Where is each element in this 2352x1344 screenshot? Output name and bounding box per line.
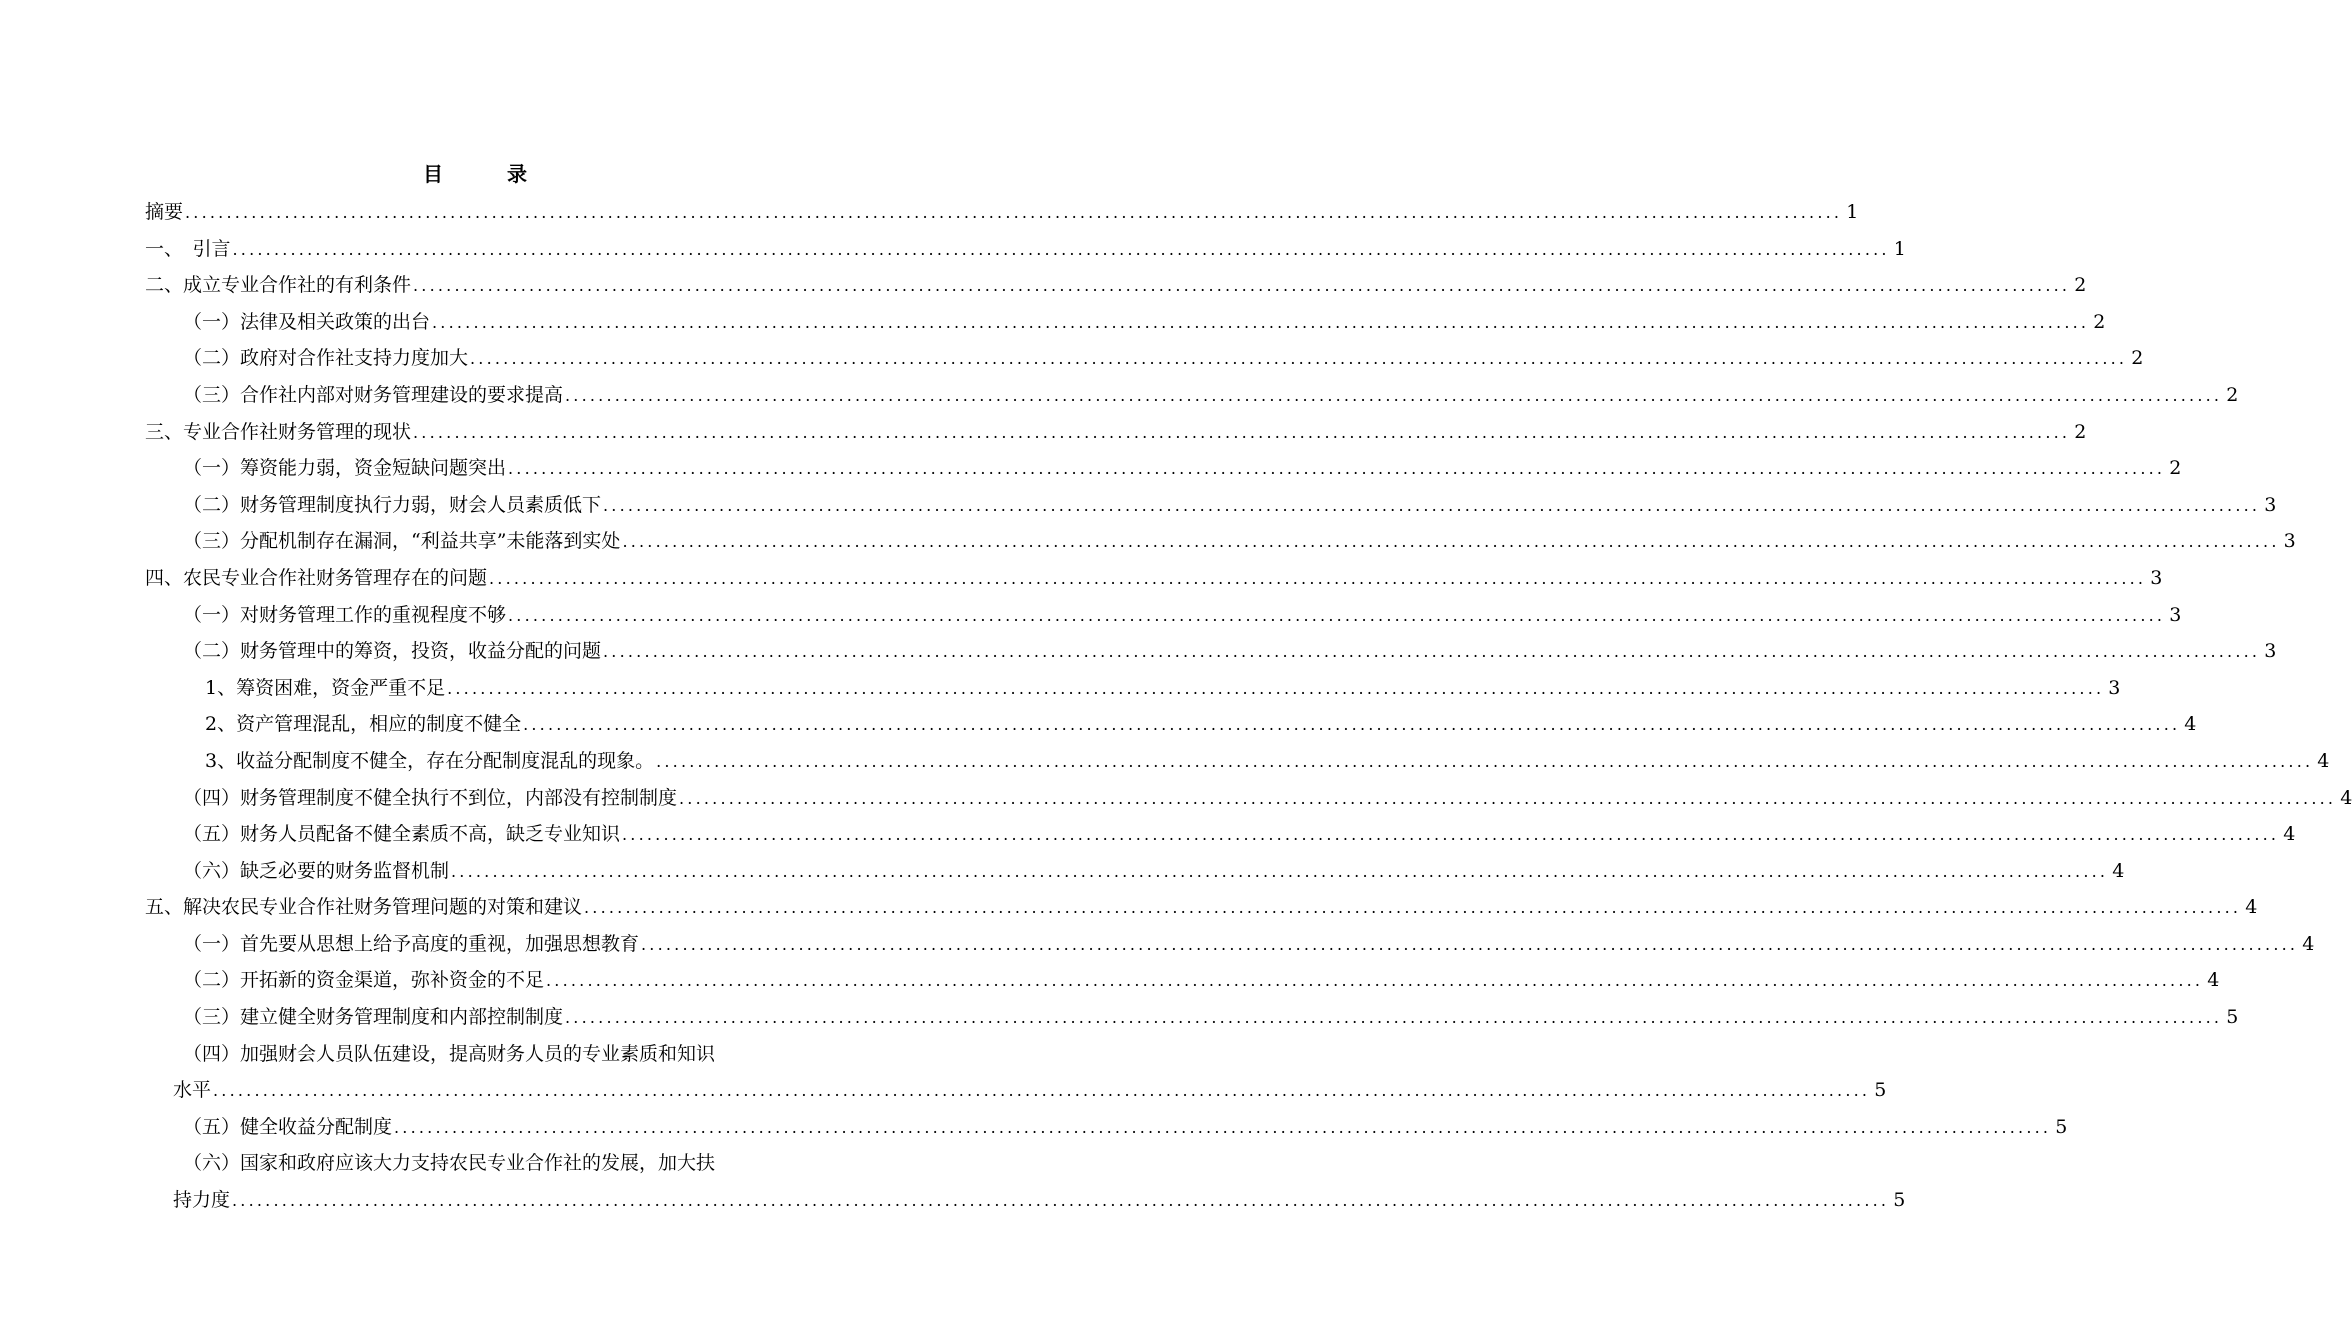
toc-entry[interactable] bbox=[145, 816, 2296, 853]
dot-leader: ........................................................................................................................................................................................................ bbox=[447, 678, 2105, 698]
toc-entry-label: （一）首先要从思想上给予高度的重视，加强思想教育 bbox=[183, 932, 640, 955]
toc-entry-label: （六）缺乏必要的财务监督机制 bbox=[183, 859, 450, 882]
toc-entries bbox=[145, 194, 2352, 1036]
toc-entry-wrapped-second-line[interactable] bbox=[145, 1182, 1906, 1219]
dot-leader: ........................................................................................................................................................................................................ bbox=[413, 422, 2071, 442]
toc-entry[interactable] bbox=[145, 194, 1859, 231]
toc-entry[interactable] bbox=[145, 414, 2087, 451]
toc-page-number: 2 bbox=[2169, 457, 2182, 480]
dot-leader: ........................................................................................................................................................................................................ bbox=[508, 459, 2166, 479]
toc-page-number: 2 bbox=[2093, 310, 2106, 333]
toc-entry-label: （二）财务管理中的筹资，投资，收益分配的问题 bbox=[183, 640, 602, 663]
toc-entry-label: （五）健全收益分配制度 bbox=[183, 1115, 393, 1138]
toc-page-number: 4 bbox=[2302, 932, 2315, 955]
toc-entry-label: （三）建立健全财务管理制度和内部控制制度 bbox=[183, 1006, 564, 1029]
dot-leader: ........................................................................................................................................................................................................ bbox=[489, 568, 2147, 588]
toc-entry-label: 五、解决农民专业合作社财务管理问题的对策和建议 bbox=[145, 896, 583, 919]
toc-entry-wrapped-first-line[interactable] bbox=[145, 1036, 808, 1073]
toc-page-number: 3 bbox=[2283, 530, 2296, 553]
toc-entry-label: （一）法律及相关政策的出台 bbox=[183, 310, 431, 333]
toc-entry[interactable] bbox=[145, 304, 2106, 341]
toc-page-number: 2 bbox=[2131, 347, 2144, 370]
toc-page-number: 4 bbox=[2317, 749, 2330, 772]
toc-page-number: 3 bbox=[2264, 493, 2277, 516]
dot-leader: ........................................................................................................................................................................................................ bbox=[451, 861, 2109, 881]
toc-page-number: 5 bbox=[1874, 1079, 1887, 1102]
toc-page-number: 4 bbox=[2245, 896, 2258, 919]
toc-entry[interactable] bbox=[145, 560, 2163, 597]
toc-page-number: 4 bbox=[2340, 786, 2352, 809]
toc-entry-label: 一、 引言 bbox=[145, 237, 231, 260]
toc-entry[interactable] bbox=[145, 926, 2315, 963]
dot-leader: ........................................................................................................................................................................................................ bbox=[603, 642, 2261, 662]
toc-entry-label: （一）对财务管理工作的重视程度不够 bbox=[183, 603, 507, 626]
toc-page-number: 2 bbox=[2226, 383, 2239, 406]
toc-entry-label: （五）财务人员配备不健全素质不高，缺乏专业知识 bbox=[183, 823, 621, 846]
dot-leader: ........................................................................................................................................................................................................ bbox=[508, 605, 2166, 625]
toc-entry-label: （二）开拓新的资金渠道，弥补资金的不足 bbox=[183, 969, 545, 992]
toc-entry[interactable] bbox=[145, 340, 2144, 377]
dot-leader: ........................................................................................................................................................................................................ bbox=[656, 751, 2314, 771]
dot-leader: ........................................................................................................................................................................................................ bbox=[565, 385, 2223, 405]
toc-page-number: 4 bbox=[2184, 713, 2197, 736]
dot-leader: ........................................................................................................................................................................................................ bbox=[523, 715, 2181, 735]
dot-leader: ........................................................................................................................................................................................................ bbox=[413, 276, 2071, 296]
dot-leader: ........................................................................................................................................................................................................ bbox=[603, 495, 2261, 515]
toc-page-number: 4 bbox=[2207, 969, 2220, 992]
dot-leader: ........................................................................................................................................................................................................ bbox=[679, 788, 2337, 808]
toc-entry-label: 三、专业合作社财务管理的现状 bbox=[145, 420, 412, 443]
toc-page-number: 3 bbox=[2108, 676, 2121, 699]
toc-entry[interactable] bbox=[145, 706, 2197, 743]
toc-entry-label: （三）合作社内部对财务管理建设的要求提高 bbox=[183, 383, 564, 406]
toc-entry[interactable] bbox=[145, 999, 2239, 1036]
toc-entry-label: 摘要 bbox=[145, 201, 184, 223]
toc-entry[interactable] bbox=[145, 487, 2277, 524]
toc-page-number: 2 bbox=[2074, 420, 2087, 443]
toc-entry[interactable] bbox=[145, 633, 2277, 670]
dot-leader: ........................................................................................................................................................................................................ bbox=[641, 934, 2299, 954]
toc-entry-label: 2、资产管理混乱，相应的制度不健全 bbox=[205, 713, 522, 736]
dot-leader: ........................................................................................................................................................................................................ bbox=[546, 971, 2204, 991]
toc-entry[interactable] bbox=[145, 670, 2121, 707]
toc-entry[interactable] bbox=[145, 267, 2087, 304]
toc-entry-label: 二、成立专业合作社的有利条件 bbox=[145, 274, 412, 297]
toc-page-number: 2 bbox=[2074, 274, 2087, 297]
table-of-contents bbox=[145, 194, 2352, 1219]
toc-page-number: 3 bbox=[2264, 640, 2277, 663]
toc-entry-label: （二）财务管理制度执行力弱，财会人员素质低下 bbox=[183, 493, 602, 516]
toc-page-number: 4 bbox=[2283, 823, 2296, 846]
toc-entry[interactable] bbox=[145, 597, 2182, 634]
toc-entry[interactable] bbox=[145, 377, 2239, 414]
toc-entry-label: 持力度 bbox=[173, 1189, 231, 1212]
toc-page-number: 5 bbox=[2226, 1006, 2239, 1029]
toc-page-number: 5 bbox=[1893, 1189, 1906, 1212]
toc-entry[interactable] bbox=[145, 889, 2258, 926]
toc-entry-wrapped-first-line[interactable] bbox=[145, 1145, 808, 1182]
toc-entry-label: 3、收益分配制度不健全，存在分配制度混乱的现象。 bbox=[205, 749, 655, 772]
toc-entry[interactable] bbox=[145, 962, 2220, 999]
dot-leader: ........................................................................................................................................................................................................ bbox=[432, 312, 2090, 332]
dot-leader: ........................................................................................................................................................................................................ bbox=[622, 825, 2280, 845]
dot-leader: ........................................................................................................................................................................................................ bbox=[622, 532, 2280, 552]
dot-leader: ........................................................................................................................................................................................................ bbox=[232, 239, 1890, 259]
toc-entry[interactable] bbox=[145, 743, 2330, 780]
dot-leader: ........................................................................................................................................................................................................ bbox=[185, 203, 1843, 222]
toc-entry[interactable] bbox=[145, 1109, 2068, 1146]
toc-page-number: 3 bbox=[2150, 566, 2163, 589]
toc-entry[interactable] bbox=[145, 780, 2352, 817]
toc-entry-label: （六）国家和政府应该大力支持农民专业合作社的发展，加大扶 bbox=[183, 1152, 716, 1175]
toc-entry-label: （三）分配机制存在漏洞，“利益共享”未能落到实处 bbox=[183, 530, 621, 553]
toc-entry[interactable] bbox=[145, 853, 2125, 890]
toc-entry-label: 四、农民专业合作社财务管理存在的问题 bbox=[145, 566, 488, 589]
toc-entry-wrapped-second-line[interactable] bbox=[145, 1072, 1887, 1109]
toc-page-number: 4 bbox=[2112, 859, 2125, 882]
toc-entry[interactable] bbox=[145, 231, 1906, 268]
dot-leader: ........................................................................................................................................................................................................ bbox=[213, 1081, 1871, 1101]
toc-page-number: 5 bbox=[2055, 1115, 2068, 1138]
toc-title: 目 录 bbox=[423, 162, 549, 186]
toc-entry[interactable] bbox=[145, 523, 2296, 560]
toc-entry[interactable] bbox=[145, 450, 2182, 487]
dot-leader: ........................................................................................................................................................................................................ bbox=[232, 1191, 1890, 1211]
toc-entry-label: （四）加强财会人员队伍建设，提高财务人员的专业素质和知识 bbox=[183, 1042, 716, 1065]
toc-page-number: 1 bbox=[1846, 201, 1859, 223]
dot-leader: ........................................................................................................................................................................................................ bbox=[584, 898, 2242, 918]
toc-entry-label: （四）财务管理制度不健全执行不到位，内部没有控制制度 bbox=[183, 786, 678, 809]
dot-leader: ........................................................................................................................................................................................................ bbox=[470, 349, 2128, 369]
toc-entry-label: 1、筹资困难，资金严重不足 bbox=[205, 676, 446, 699]
toc-page-number: 1 bbox=[1893, 237, 1906, 260]
toc-entry-label: （一）筹资能力弱，资金短缺问题突出 bbox=[183, 457, 507, 480]
dot-leader: ........................................................................................................................................................................................................ bbox=[565, 1008, 2223, 1028]
toc-page-number: 3 bbox=[2169, 603, 2182, 626]
toc-entry-label: 水平 bbox=[173, 1079, 212, 1102]
toc-entry-label: （二）政府对合作社支持力度加大 bbox=[183, 347, 469, 370]
dot-leader: ........................................................................................................................................................................................................ bbox=[394, 1117, 2052, 1137]
